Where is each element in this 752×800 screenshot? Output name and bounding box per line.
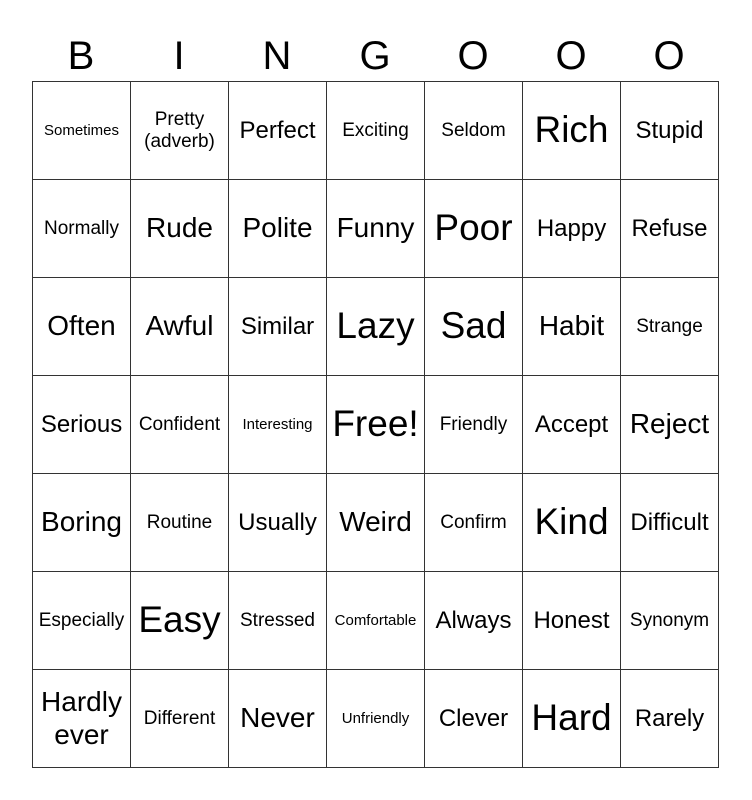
bingo-cell: Comfortable	[327, 572, 425, 670]
bingo-cell: Hardly ever	[33, 670, 131, 768]
bingo-cell: Exciting	[327, 82, 425, 180]
bingo-cell: Confident	[131, 376, 229, 474]
header-letter: O	[555, 34, 587, 78]
bingo-cell: Poor	[425, 180, 523, 278]
bingo-cell: Polite	[229, 180, 327, 278]
bingo-cell: Often	[33, 278, 131, 376]
bingo-cell: Sometimes	[33, 82, 131, 180]
bingo-cell: Serious	[33, 376, 131, 474]
bingo-cell: Awful	[131, 278, 229, 376]
bingo-cell: Easy	[131, 572, 229, 670]
bingo-cell: Rarely	[621, 670, 719, 768]
bingo-cell: Especially	[33, 572, 131, 670]
bingo-cell: Stressed	[229, 572, 327, 670]
header-letter: O	[653, 34, 685, 78]
bingo-cell: Similar	[229, 278, 327, 376]
bingo-cell: Hard	[523, 670, 621, 768]
bingo-cell: Reject	[621, 376, 719, 474]
bingo-cell: Unfriendly	[327, 670, 425, 768]
bingo-cell: Synonym	[621, 572, 719, 670]
bingo-cell: Boring	[33, 474, 131, 572]
bingo-cell: Lazy	[327, 278, 425, 376]
header-letter: N	[262, 34, 292, 78]
bingo-cell: Clever	[425, 670, 523, 768]
bingo-board	[32, 81, 719, 768]
bingo-header	[32, 30, 718, 82]
bingo-cell: Funny	[327, 180, 425, 278]
bingo-cell: Friendly	[425, 376, 523, 474]
bingo-cell: Interesting	[229, 376, 327, 474]
header-letter: B	[67, 34, 95, 78]
header-letter: I	[173, 34, 185, 78]
bingo-cell: Normally	[33, 180, 131, 278]
bingo-cell: Usually	[229, 474, 327, 572]
header-letter: O	[457, 34, 489, 78]
bingo-cell: Confirm	[425, 474, 523, 572]
bingo-cell: Perfect	[229, 82, 327, 180]
bingo-cell: Habit	[523, 278, 621, 376]
bingo-cell: Kind	[523, 474, 621, 572]
bingo-cell: Never	[229, 670, 327, 768]
bingo-cell: Sad	[425, 278, 523, 376]
bingo-cell: Weird	[327, 474, 425, 572]
bingo-cell: Free!	[327, 376, 425, 474]
bingo-cell: Always	[425, 572, 523, 670]
bingo-cell: Happy	[523, 180, 621, 278]
bingo-cell: Honest	[523, 572, 621, 670]
bingo-cell: Seldom	[425, 82, 523, 180]
bingo-cell: Pretty (adverb)	[131, 82, 229, 180]
bingo-cell: Rich	[523, 82, 621, 180]
bingo-cell: Stupid	[621, 82, 719, 180]
header-letter: G	[359, 34, 391, 78]
bingo-cell: Different	[131, 670, 229, 768]
bingo-cell: Refuse	[621, 180, 719, 278]
bingo-cell: Strange	[621, 278, 719, 376]
bingo-cell: Routine	[131, 474, 229, 572]
bingo-cell: Accept	[523, 376, 621, 474]
bingo-cell: Difficult	[621, 474, 719, 572]
bingo-cell: Rude	[131, 180, 229, 278]
